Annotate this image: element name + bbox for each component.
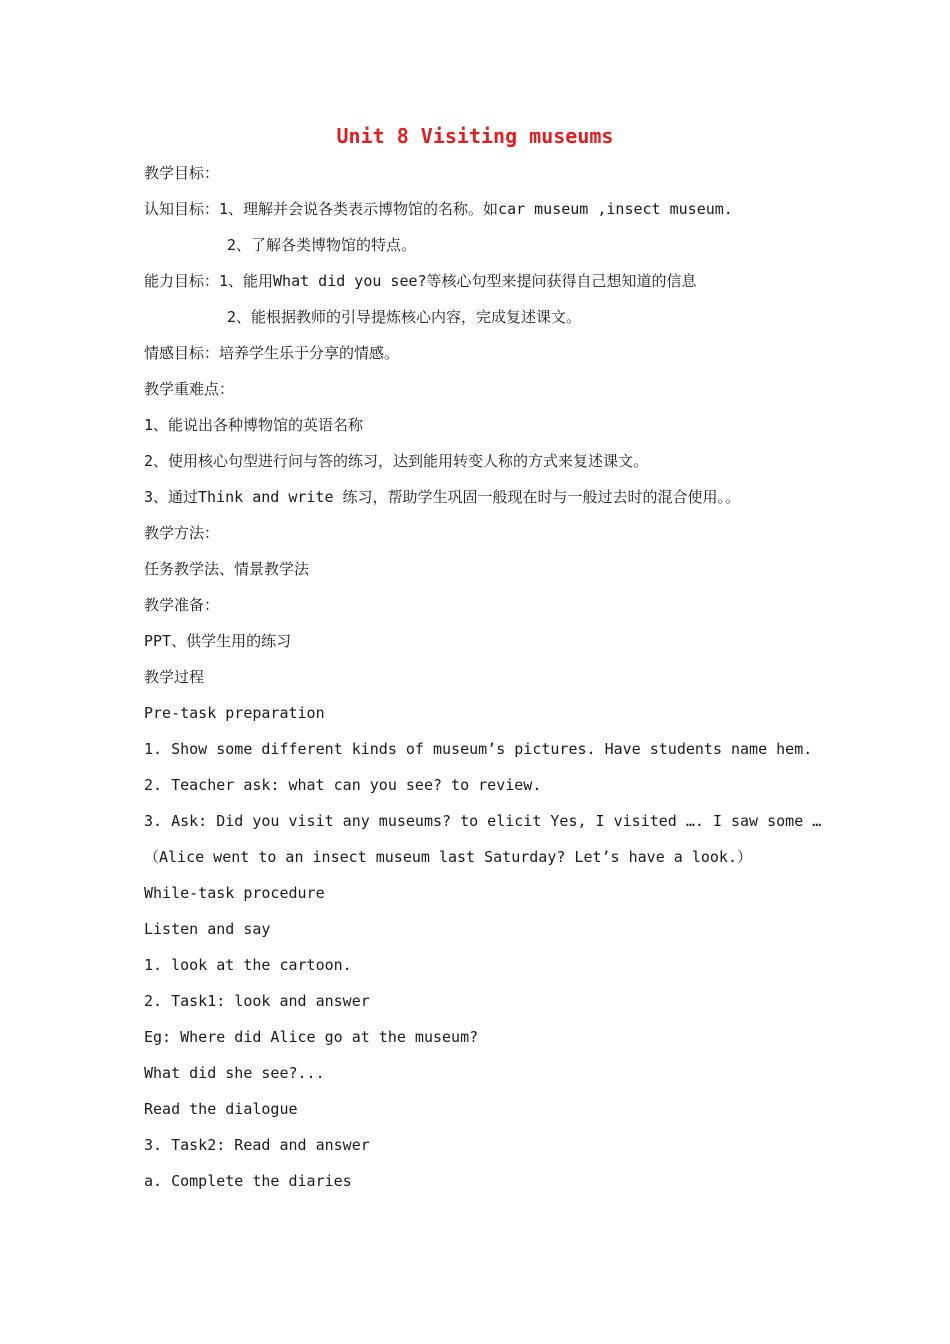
text-line: （Alice went to an insect museum last Saturday? Let’s have a look.）	[144, 848, 752, 866]
document-body	[144, 158, 924, 1202]
text-line: PPT、供学生用的练习	[144, 632, 292, 650]
text-line: 情感目标：培养学生乐于分享的情感。	[144, 344, 400, 362]
text-line: 教学重难点：	[144, 380, 235, 398]
text-line: 认知目标：1、理解并会说各类表示博物馆的名称。如car museum ,insect museum.	[144, 200, 733, 218]
text-line: 3. Task2: Read and answer	[144, 1136, 370, 1154]
text-line: 能力目标：1、能用What did you see?等核心句型来提问获得自己想知道的信息	[144, 272, 697, 290]
text-line: What did she see?...	[144, 1064, 325, 1082]
text-line: 2、使用核心句型进行问与答的练习，达到能用转变人称的方式来复述课文。	[144, 452, 649, 470]
text-line: 2. Task1: look and answer	[144, 992, 370, 1010]
text-line: 任务教学法、情景教学法	[144, 560, 310, 578]
text-line: 2、能根据教师的引导提炼核心内容，完成复述课文。	[227, 308, 582, 326]
text-line: 2、了解各类博物馆的特点。	[227, 236, 417, 254]
text-line: 1. look at the cartoon.	[144, 956, 352, 974]
text-line: 3、通过Think and write 练习，帮助学生巩固一般现在时与一般过去时的混合使用。。	[144, 488, 741, 506]
text-line: 教学过程	[144, 668, 205, 686]
text-line: 教学目标：	[144, 164, 220, 182]
text-line: 1. Show some different kinds of museum’s pictures. Have students name hem.	[144, 740, 813, 758]
text-line: Pre-task preparation	[144, 704, 325, 722]
text-line: Listen and say	[144, 920, 271, 938]
text-line: While-task procedure	[144, 884, 325, 902]
text-line: 3. Ask: Did you visit any museums? to elicit Yes, I visited …. I saw some …	[144, 812, 822, 830]
text-line: 1、能说出各种博物馆的英语名称	[144, 416, 364, 434]
document-title: Unit 8 Visiting museums	[336, 124, 614, 148]
text-line: Eg: Where did Alice go at the museum?	[144, 1028, 479, 1046]
text-line: 教学准备：	[144, 596, 220, 614]
text-line: Read the dialogue	[144, 1100, 298, 1118]
text-line: 2. Teacher ask: what can you see? to review.	[144, 776, 542, 794]
text-line: a. Complete the diaries	[144, 1172, 352, 1190]
text-line: 教学方法：	[144, 524, 220, 542]
